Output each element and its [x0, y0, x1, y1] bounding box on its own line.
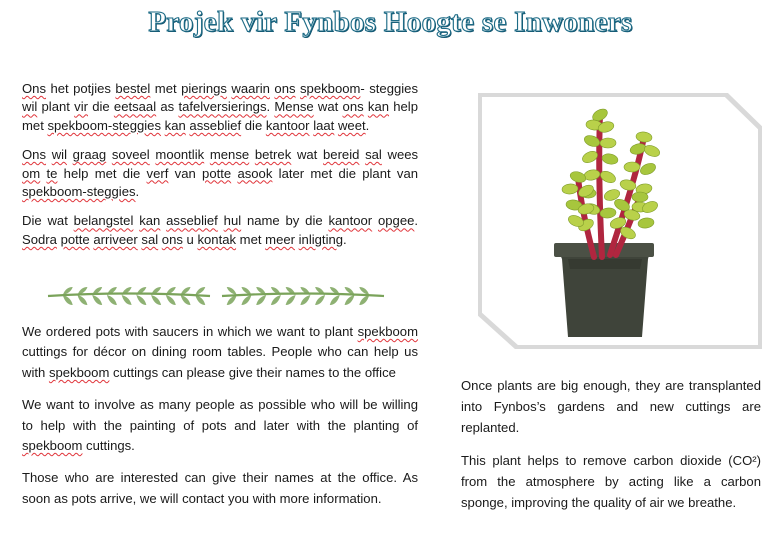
laurel-left-icon: [48, 287, 210, 305]
english-paragraph-3: Those who are interested can give their names at the office. As soon as pots arrive, we will contact you with more information.: [22, 470, 418, 506]
page-title: Projek vir Fynbos Hoogte se Inwoners: [148, 6, 633, 38]
right-text-section: [461, 376, 761, 527]
afrikaans-paragraph-2: Ons wil graag soveel moontlik mense betrek wat bereid sal wees om te help met die verf van potte asook later met die plant van spekboom-steggies.: [22, 147, 419, 200]
english-paragraph-2: We want to involve as many people as possible who will be willing to help with the painting of pots and later with the planting of spekboom cuttings.: [22, 397, 418, 454]
laurel-divider: [44, 279, 389, 313]
carbon-paragraph: This plant helps to remove carbon dioxide (CO²) from the atmosphere by acting like a carbon sponge, improving the quality of air we breathe.: [461, 453, 761, 510]
transplant-paragraph: Once plants are big enough, they are transplanted into Fynbos’s gardens and new cuttings are replanted.: [461, 378, 761, 435]
laurel-right-icon: [222, 287, 384, 305]
spekboom-plant-icon: [482, 97, 758, 345]
english-section: [22, 322, 418, 521]
spekboom-photo: [482, 97, 758, 345]
afrikaans-section: [22, 80, 418, 260]
afrikaans-paragraph-1: Ons het potjies bestel met pierings waarin ons spekboom- steggies wil plant vir die eetsaal as tafelversierings. Mense wat ons kan help met spekboom-steggies kan asseblief die kantoor laat weet.: [22, 81, 419, 133]
afrikaans-paragraph-3: Die wat belangstel kan asseblief hul name by die kantoor opgee. Sodra potte arriveer sal ons u kontak met meer inligting.: [22, 213, 419, 247]
english-paragraph-1: We ordered pots with saucers in which we want to plant spekboom cuttings for décor on dining room tables. People who can help us with spekboom cuttings can please give their names to the office: [22, 324, 418, 380]
